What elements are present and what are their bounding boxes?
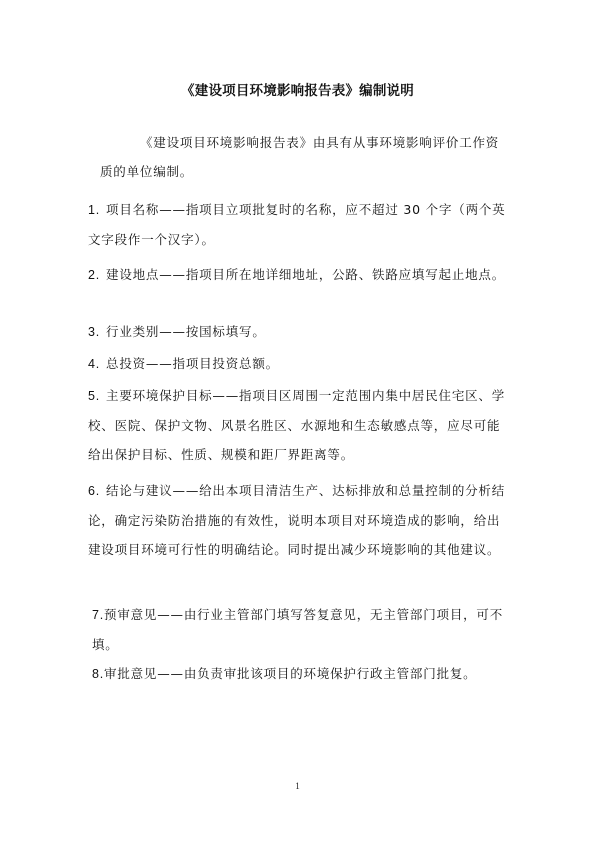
list-item bbox=[88, 381, 512, 469]
list-item-number: 5. bbox=[88, 389, 101, 403]
intro-paragraph: 《建设项目环境影响报告表》由具有从事环境影响评价工作资质的单位编制。 bbox=[100, 135, 500, 179]
list-item-number: 3. bbox=[88, 325, 101, 339]
list-item bbox=[88, 317, 512, 347]
list-item-number: 8. bbox=[92, 667, 105, 681]
list-item-text: 审批意见——由负责审批该项目的环境保护行政主管部门批复。 bbox=[104, 666, 477, 681]
list-item bbox=[88, 260, 512, 290]
list-item-number: 4. bbox=[88, 357, 101, 371]
page-number: 1 bbox=[295, 781, 300, 791]
list-item-text: 主要环境保护目标——指项目区周围一定范围内集中居民住宅区、学校、医院、保护文物、风景名胜区、水源地和生态敏感点等，应尽可能给出保护目标、性质、规模和距厂界距离等。 bbox=[88, 388, 506, 462]
list-item-text: 结论与建议——给出本项目清洁生产、达标排放和总量控制的分析结论，确定污染防治措施的有效性，说明本项目对环境造成的影响，给出建设项目环境可行性的明确结论。同时提出减少环境影响的其他建议。 bbox=[88, 483, 506, 557]
list-item-text: 预审意见——由行业主管部门填写答复意见，无主管部门项目，可不填。 bbox=[92, 607, 504, 652]
document-title: 《建设项目环境影响报告表》编制说明 bbox=[181, 83, 414, 99]
list-item-number: 6. bbox=[88, 484, 101, 498]
list-item-text: 建设地点——指项目所在地详细地址，公路、铁路应填写起止地点。 bbox=[106, 267, 506, 282]
list-item-number: 2. bbox=[88, 268, 101, 282]
list-item bbox=[88, 476, 512, 564]
list-item-number: 7. bbox=[92, 608, 105, 622]
list-item-text: 总投资——指项目投资总额。 bbox=[106, 356, 279, 371]
list-item bbox=[88, 600, 512, 659]
list-item bbox=[88, 195, 512, 254]
list-item bbox=[88, 349, 512, 379]
list-item-number: 1. bbox=[88, 203, 101, 217]
list-item-text: 行业类别——按国标填写。 bbox=[106, 324, 266, 339]
list-item-text: 项目名称——指项目立项批复时的名称，应不超过 30 个字（两个英文字段作一个汉字）。 bbox=[88, 202, 506, 247]
list-item bbox=[88, 659, 512, 689]
